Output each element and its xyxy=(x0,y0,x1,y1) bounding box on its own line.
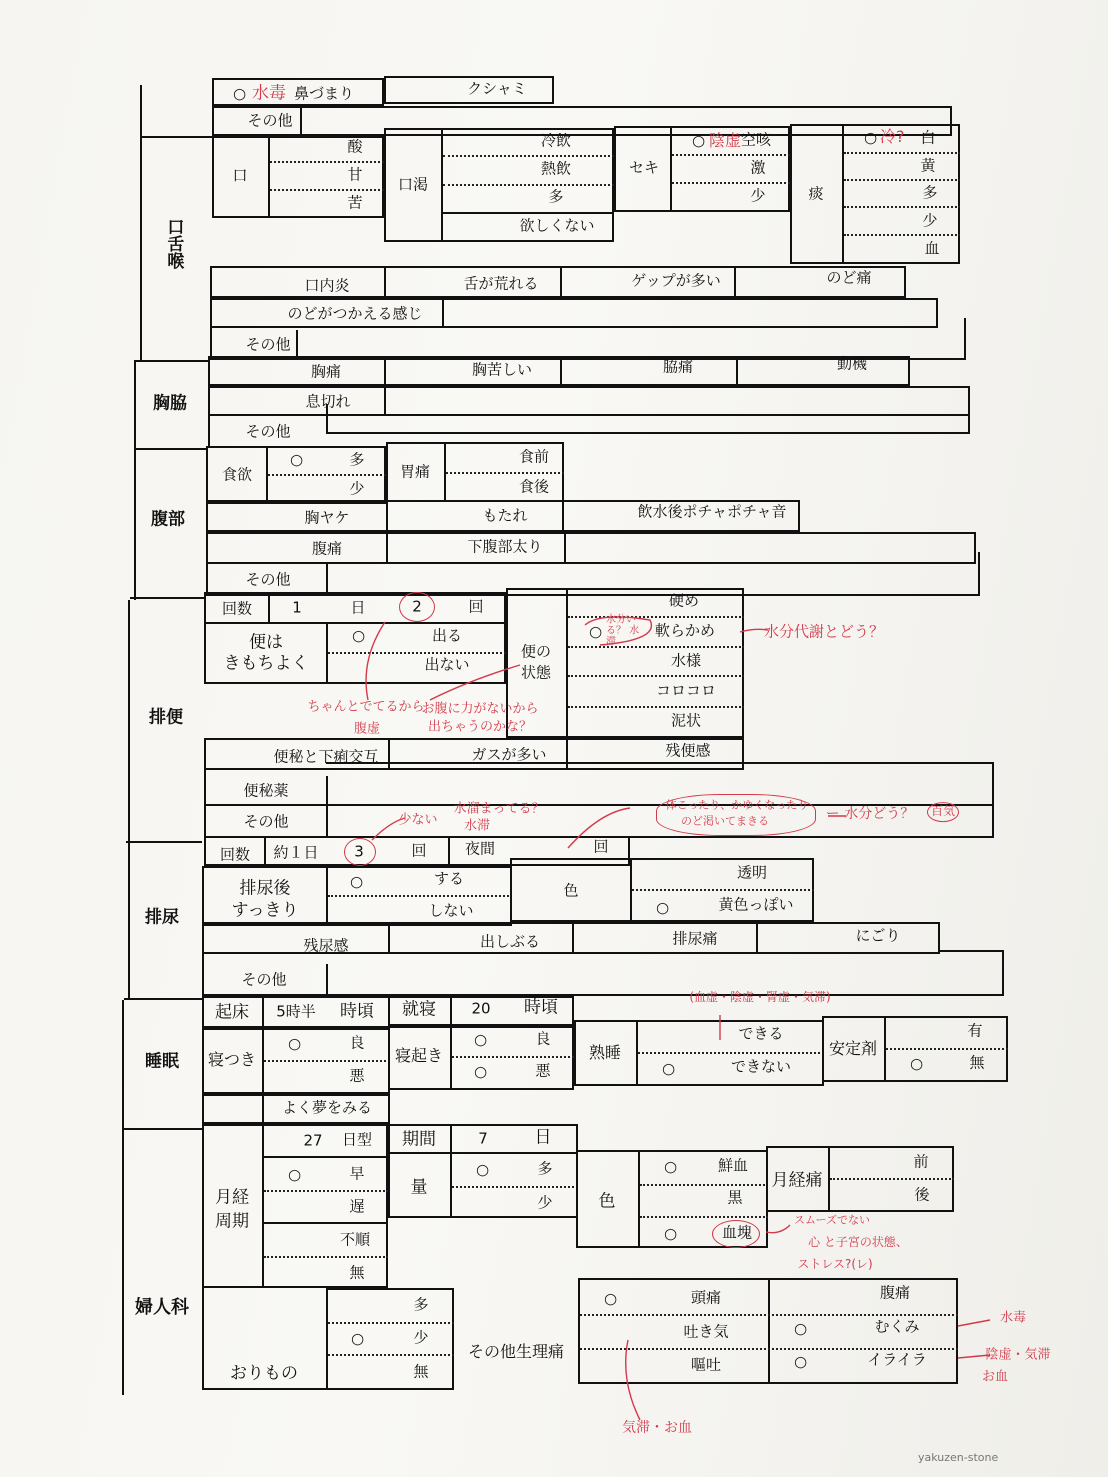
mcolor-clot[interactable]: 血塊 xyxy=(721,1223,753,1242)
cycle-div xyxy=(262,1124,264,1288)
note-water-toxin: 水毒 xyxy=(999,1310,1027,1326)
abd-pain[interactable]: 腹痛 xyxy=(311,539,343,558)
cycle-days[interactable]: 27 xyxy=(303,1131,323,1150)
urine-after-l1: 排尿後 xyxy=(239,878,291,899)
phlegm-mark[interactable]: ○ xyxy=(864,128,878,147)
amount-little[interactable]: 少 xyxy=(537,1193,553,1212)
throat-section-title xyxy=(163,218,183,274)
phlegm-white[interactable]: 白 xyxy=(920,128,936,147)
heartburn[interactable]: 胸ヤケ xyxy=(304,508,350,527)
other-pain-mark-3[interactable]: ○ xyxy=(794,1352,808,1371)
urine-section-title: 排尿 xyxy=(145,907,179,928)
nose-check-note: 水毒 xyxy=(252,83,286,104)
sleep-deep-dot xyxy=(638,1052,824,1054)
stool-state-note: 水分いる？ 水滞 xyxy=(606,614,640,648)
cycle-none[interactable]: 無 xyxy=(349,1263,365,1282)
cycle-unit: 日型 xyxy=(341,1130,373,1149)
throat-row2-d3 xyxy=(734,266,736,298)
irritation[interactable]: イライラ xyxy=(867,1350,927,1369)
mouth-div xyxy=(268,136,270,218)
thirst-dot-2 xyxy=(443,184,614,186)
stomach-dot xyxy=(446,472,564,474)
cycle-irregular[interactable]: 不順 xyxy=(339,1230,371,1249)
nose-check-mark[interactable]: ○ xyxy=(233,84,247,103)
fall-mark[interactable]: ○ xyxy=(288,1034,302,1053)
sep-urine xyxy=(124,998,202,1000)
stroke-swelling xyxy=(958,1320,990,1326)
stool-feel-l1: 便は xyxy=(249,632,283,653)
vomiting[interactable]: 嘔吐 xyxy=(690,1355,722,1374)
stool-hard[interactable]: 硬め xyxy=(668,591,700,610)
cough-label: セキ xyxy=(628,158,660,177)
mcolor-mark-2[interactable]: ○ xyxy=(664,1224,678,1243)
urine-cloudy[interactable]: にごり xyxy=(855,926,901,945)
clot-circle xyxy=(712,1220,760,1248)
fall-bad[interactable]: 悪 xyxy=(349,1066,365,1085)
mouth-dot-2 xyxy=(270,189,384,191)
state-dot-3 xyxy=(568,675,744,677)
thirst-none[interactable]: 欲しくない xyxy=(519,216,595,235)
phlegm-dot-1 xyxy=(844,152,960,154)
sep-abdomen xyxy=(130,597,204,599)
stool-other-label: その他 xyxy=(243,812,289,831)
stool-count-u1: 日 xyxy=(350,598,366,617)
cycle-late[interactable]: 遅 xyxy=(349,1197,365,1216)
stool-state-div xyxy=(566,588,568,738)
urine-other-label: その他 xyxy=(241,970,287,989)
urine-not-clear[interactable]: しない xyxy=(428,901,474,920)
phlegm-note: 冷? xyxy=(880,127,905,146)
sleep-rise-dot xyxy=(452,1056,574,1058)
laxative-row xyxy=(204,762,994,806)
chest-other-label: その他 xyxy=(245,422,291,441)
amount-dot xyxy=(452,1186,578,1188)
note-proper-b: 腹虚 xyxy=(353,721,381,737)
mpain-dot xyxy=(830,1178,954,1180)
cycle-mark[interactable]: ○ xyxy=(288,1165,302,1184)
urine-count-circle xyxy=(344,838,376,866)
thirst-dot-1 xyxy=(443,155,614,157)
urine-after-dot xyxy=(328,895,512,897)
cycle-dot-1 xyxy=(264,1190,388,1192)
period-value[interactable]: 7 xyxy=(478,1129,488,1148)
discharge-little[interactable]: 少 xyxy=(413,1328,429,1347)
stool-soft[interactable]: 軟らかめ xyxy=(654,621,716,640)
nausea[interactable]: 吐き気 xyxy=(683,1322,729,1341)
urine-hesitancy[interactable]: 出しぶる xyxy=(479,932,541,951)
note-water-a: 水溜まってる？ xyxy=(453,801,545,817)
stool-pellet[interactable]: コロコロ xyxy=(655,681,717,700)
urine-count-label: 回数 xyxy=(219,845,251,864)
discharge-much[interactable]: 多 xyxy=(413,1295,429,1314)
period-div xyxy=(450,1124,452,1154)
amount-mark[interactable]: ○ xyxy=(476,1160,490,1179)
discharge-opts xyxy=(326,1288,454,1390)
thirst-cold[interactable]: 冷飲 xyxy=(540,131,572,150)
note-smooth-b: 心 と子宮の状態、 xyxy=(808,1235,908,1250)
throat-row2-d1 xyxy=(384,266,386,298)
swelling[interactable]: むくみ xyxy=(874,1317,920,1336)
rise-mark-2[interactable]: ○ xyxy=(474,1062,488,1081)
urine-clear[interactable]: する xyxy=(433,869,465,888)
sore-throat[interactable]: のど痛 xyxy=(826,268,872,287)
chest-section-title: 胸脇 xyxy=(153,393,187,414)
left-spine xyxy=(140,85,142,360)
other-pain-label: その他生理痛 xyxy=(467,1342,565,1361)
urine-count-u: 回 xyxy=(411,841,427,860)
bed-value[interactable]: 20 xyxy=(471,999,491,1018)
appetite-much[interactable]: 多 xyxy=(349,450,365,469)
period-unit: 日 xyxy=(534,1127,552,1148)
other-pain-mark-1[interactable]: ○ xyxy=(604,1289,618,1308)
sedative-dot xyxy=(886,1048,1008,1050)
sep-throat xyxy=(136,360,208,362)
sep-chest xyxy=(134,448,206,450)
note-deficiencies: (血虚・陰虚・腎虚・気滞) xyxy=(689,990,831,1005)
stool-feel-mark[interactable]: ○ xyxy=(352,626,366,645)
mpain-label: 月経痛 xyxy=(771,1170,823,1191)
rise-bad[interactable]: 悪 xyxy=(535,1061,551,1080)
mcolor-dot-2 xyxy=(640,1216,768,1218)
wake-unit: 時頃 xyxy=(340,1001,374,1022)
sep-nose xyxy=(140,136,212,138)
nose-congestion: 鼻づまり xyxy=(294,84,355,103)
cycle-line-2 xyxy=(264,1222,388,1224)
note-smooth-c: ストレス?(レ) xyxy=(797,1257,873,1272)
chest-pain[interactable]: 胸痛 xyxy=(310,362,342,381)
sedative-yes[interactable]: 有 xyxy=(967,1021,983,1040)
period-label: 期間 xyxy=(402,1129,436,1150)
phlegm-label: 痰 xyxy=(808,184,824,203)
mouth-sour[interactable]: 酸 xyxy=(347,137,363,156)
mcolor-black[interactable]: 黒 xyxy=(727,1188,743,1207)
heaviness[interactable]: もたれ xyxy=(482,506,528,525)
gassy[interactable]: ガスが多い xyxy=(471,745,547,764)
phlegm-dot-3 xyxy=(844,206,960,208)
lower-belly[interactable]: 下腹部太り xyxy=(467,537,543,556)
stool-state-l2: 状態 xyxy=(520,663,552,682)
laxative-top xyxy=(326,762,994,764)
palpitation[interactable]: 動機 xyxy=(836,354,868,373)
urine-other-row xyxy=(202,950,1004,996)
fall-good[interactable]: 良 xyxy=(349,1033,365,1052)
phlegm-yellow[interactable]: 黄 xyxy=(920,156,936,175)
urine-count-d1 xyxy=(264,836,266,866)
phlegm-div xyxy=(842,124,844,264)
cough-little[interactable]: 少 xyxy=(750,186,766,205)
deep-no[interactable]: できない xyxy=(730,1057,792,1076)
stool-count-u2: 回 xyxy=(468,597,484,616)
chest-tight[interactable]: 胸苦しい xyxy=(471,360,533,379)
mcolor-label: 色 xyxy=(598,1191,616,1212)
thirst-label: 口渇 xyxy=(397,175,429,194)
mcolor-div xyxy=(638,1150,640,1248)
urine-other-div xyxy=(326,964,328,996)
cough-dot-2 xyxy=(672,182,790,184)
throat-section-text: 口舌喉 xyxy=(163,218,184,270)
constipation-diarrhea[interactable]: 便秘と下痢交互 xyxy=(273,747,379,766)
bed-unit: 時頃 xyxy=(524,997,558,1018)
cycle-line-1 xyxy=(264,1156,388,1158)
dream-label[interactable]: よく夢をみる xyxy=(281,1098,373,1117)
state-dot-1 xyxy=(568,616,744,618)
amount-div xyxy=(450,1152,452,1218)
note-few: 少ない xyxy=(398,812,438,828)
note-sign: 百気 xyxy=(927,802,959,822)
thirst-hot[interactable]: 熱飲 xyxy=(540,159,572,178)
stool-state-mark[interactable]: ○ xyxy=(589,622,603,641)
mouth-dot-1 xyxy=(270,161,384,163)
mcolor-fresh[interactable]: 鮮血 xyxy=(717,1156,749,1175)
flank-pain[interactable]: 脇痛 xyxy=(662,357,694,376)
stomatitis[interactable]: 口内炎 xyxy=(304,276,350,295)
note-belly-a: お腹に力がないから xyxy=(421,701,539,717)
stroke-smooth xyxy=(766,1225,790,1233)
stool-out[interactable]: 出る xyxy=(431,626,463,645)
laxative-label[interactable]: 便秘薬 xyxy=(243,781,289,800)
before-meal[interactable]: 食前 xyxy=(518,447,550,466)
stool-count-n2[interactable]: 2 xyxy=(412,597,422,616)
left-spine-3 xyxy=(128,600,130,1000)
appetite-dot xyxy=(268,474,386,476)
phlegm-much[interactable]: 多 xyxy=(922,183,938,202)
cycle-dot-2 xyxy=(264,1256,388,1258)
bellyache[interactable]: 腹痛 xyxy=(879,1283,911,1302)
discharge-none[interactable]: 無 xyxy=(413,1362,429,1381)
fall-label: 寝つき xyxy=(207,1050,257,1069)
cough-dry[interactable]: 空咳 xyxy=(741,130,772,149)
throat-row2-d2 xyxy=(560,266,562,298)
phlegm-blood[interactable]: 血 xyxy=(924,239,940,258)
urine-pain[interactable]: 排尿痛 xyxy=(672,929,718,948)
urine-color-label: 色 xyxy=(563,881,579,900)
chest-other-box xyxy=(326,404,970,434)
discharge-dot-1 xyxy=(328,1322,454,1324)
rise-label: 寝起き xyxy=(394,1046,444,1065)
urine-night-u: 回 xyxy=(593,837,609,856)
note-body-a: 体こったり、かゆくなったり xyxy=(665,798,809,812)
stool-section-title: 排便 xyxy=(149,707,183,728)
note-stagnation-a: 陰虚・気滞 xyxy=(985,1347,1051,1363)
appetite-little[interactable]: 少 xyxy=(349,479,365,498)
residual-stool[interactable]: 残便感 xyxy=(665,741,711,760)
rough-tongue[interactable]: 舌が荒れる xyxy=(463,274,539,293)
urine-color-mark[interactable]: ○ xyxy=(656,898,670,917)
after-meal[interactable]: 食後 xyxy=(518,477,550,496)
chest-other-row xyxy=(208,416,210,446)
laxative-div xyxy=(326,776,328,806)
sedative-mark[interactable]: ○ xyxy=(910,1054,924,1073)
rise-mark-1[interactable]: ○ xyxy=(474,1030,488,1049)
wake-value[interactable]: 5時半 xyxy=(276,1002,316,1021)
amount-label: 量 xyxy=(410,1177,428,1198)
chest-row1-d1 xyxy=(384,356,386,386)
stool-feel-dot xyxy=(328,652,506,654)
stool-not-out[interactable]: 出ない xyxy=(424,655,470,674)
mcolor-dot-1 xyxy=(640,1184,768,1186)
stool-count-div xyxy=(268,592,270,624)
bed-label: 就寝 xyxy=(402,999,436,1020)
sep-sleep xyxy=(122,1128,202,1130)
discharge-label: おりもの xyxy=(230,1363,298,1384)
mouth-sweet[interactable]: 甘 xyxy=(347,165,363,184)
stool-count-circle xyxy=(399,592,435,622)
note-proper-a: ちゃんとでてるから xyxy=(307,699,425,715)
note-water-b: 水滞 xyxy=(463,818,491,834)
mcolor-mark-1[interactable]: ○ xyxy=(664,1157,678,1176)
dream-div xyxy=(262,1094,264,1124)
left-spine-4 xyxy=(122,1000,124,1395)
wake-label: 起床 xyxy=(215,1002,249,1023)
urine-count-n[interactable]: 3 xyxy=(354,842,364,861)
urine-count-approx: 約１日 xyxy=(273,843,319,862)
note-water-how: ー 水分どう？ xyxy=(825,805,915,822)
urine-count-d2 xyxy=(448,836,450,866)
state-dot-4 xyxy=(568,706,744,708)
urine-night-label: 夜間 xyxy=(464,839,496,858)
urine-other-top xyxy=(940,950,1004,952)
other-pain-dot-1 xyxy=(580,1314,958,1316)
phlegm-little[interactable]: 少 xyxy=(922,211,938,230)
cough-mark[interactable]: ○ xyxy=(692,131,706,150)
urine-color-dot xyxy=(632,889,814,891)
urine-after-mark[interactable]: ○ xyxy=(350,872,364,891)
deep-label: 熟睡 xyxy=(588,1043,622,1062)
nose-other-div xyxy=(300,106,302,136)
note-qi-blood: 気滞・お血 xyxy=(622,1419,692,1436)
sleep-fall-dot xyxy=(264,1060,390,1062)
note-smooth-a: スムーズでない xyxy=(794,1213,870,1227)
left-spine-2 xyxy=(134,360,136,600)
cough-div xyxy=(670,126,672,212)
note-stagnation-b: お血 xyxy=(981,1369,1009,1385)
urine-yellowish[interactable]: 黄色っぽい xyxy=(718,895,794,914)
stool-muddy[interactable]: 泥状 xyxy=(670,711,702,730)
stool-count-n1[interactable]: 1 xyxy=(292,598,302,617)
headache[interactable]: 頭痛 xyxy=(690,1288,722,1307)
nose-other-label: その他 xyxy=(247,111,293,130)
appetite-mark[interactable]: ○ xyxy=(290,450,304,469)
phlegm-dot-4 xyxy=(844,234,960,236)
stool-count-label: 回数 xyxy=(221,599,253,618)
chest-row1-d2 xyxy=(560,356,562,386)
abd-row2-d2 xyxy=(562,500,564,532)
state-dot-2 xyxy=(568,646,744,648)
mouth-bitter[interactable]: 苦 xyxy=(347,193,363,212)
throat-stuck-label[interactable]: のどがつかえる感じ xyxy=(287,304,423,323)
thirst-line-3 xyxy=(443,212,614,214)
cough-dot-1 xyxy=(672,154,790,156)
mpain-after[interactable]: 後 xyxy=(914,1185,930,1204)
discharge-dot-2 xyxy=(328,1354,454,1356)
abd-row2-d1 xyxy=(386,500,388,532)
abdomen-section-title: 腹部 xyxy=(151,509,185,530)
sedative-label: 安定剤 xyxy=(828,1039,878,1058)
cycle-early[interactable]: 早 xyxy=(349,1164,365,1183)
abd-other-label: その他 xyxy=(245,570,291,589)
stomach-label: 胃痛 xyxy=(399,462,431,481)
cycle-l2: 周期 xyxy=(215,1211,249,1232)
deep-yes[interactable]: できる xyxy=(738,1024,784,1043)
other-pain-mark-2[interactable]: ○ xyxy=(794,1319,808,1338)
stool-watery[interactable]: 水様 xyxy=(670,651,702,670)
stool-state-l1: 便の xyxy=(520,642,552,661)
urine-transparent[interactable]: 透明 xyxy=(736,863,768,882)
discharge-mark[interactable]: ○ xyxy=(351,1329,365,1348)
appetite-label: 食欲 xyxy=(221,465,253,484)
sedative-no[interactable]: 無 xyxy=(969,1053,985,1072)
sneeze-label: クシャミ xyxy=(467,79,527,98)
thirst-much[interactable]: 多 xyxy=(548,187,564,206)
sleep-section-title: 睡眠 xyxy=(145,1051,179,1072)
burping[interactable]: ゲップが多い xyxy=(631,271,721,290)
short-breath[interactable]: 息切れ xyxy=(305,392,351,411)
amount-much[interactable]: 多 xyxy=(537,1159,553,1178)
splash-sound[interactable]: 飲水後ポチャポチャ音 xyxy=(637,502,787,521)
chest-row1-d3 xyxy=(736,356,738,386)
mpain-before[interactable]: 前 xyxy=(913,1152,929,1171)
note-body-b: のど渇いてまきる xyxy=(681,814,769,828)
phlegm-dot-2 xyxy=(844,179,960,181)
cycle-l1: 月経 xyxy=(215,1187,249,1208)
stool-other-div xyxy=(326,806,328,838)
cough-hard[interactable]: 激 xyxy=(750,158,766,177)
residual-urine[interactable]: 残尿感 xyxy=(303,936,349,955)
sleep-time-d1 xyxy=(262,996,264,1028)
footer-mark: yakuzen-stone xyxy=(918,1451,999,1464)
gyn-section-title: 婦人科 xyxy=(135,1297,189,1319)
sep-stool xyxy=(126,841,202,843)
stool-feel-l2: きもちよく xyxy=(223,653,309,674)
deep-mark[interactable]: ○ xyxy=(662,1059,676,1078)
urine-after-l2: すっきり xyxy=(231,900,299,921)
throat-other-label: その他 xyxy=(245,335,291,354)
cough-note: 陰虚 xyxy=(709,131,742,150)
rise-good[interactable]: 良 xyxy=(535,1029,551,1048)
note-water-metabolism: 水分代謝とどう？ xyxy=(763,622,885,641)
mouth-label: 口 xyxy=(232,166,248,185)
other-pain-div xyxy=(768,1278,770,1384)
note-belly-b: 出ちゃうのかな？ xyxy=(427,719,533,735)
